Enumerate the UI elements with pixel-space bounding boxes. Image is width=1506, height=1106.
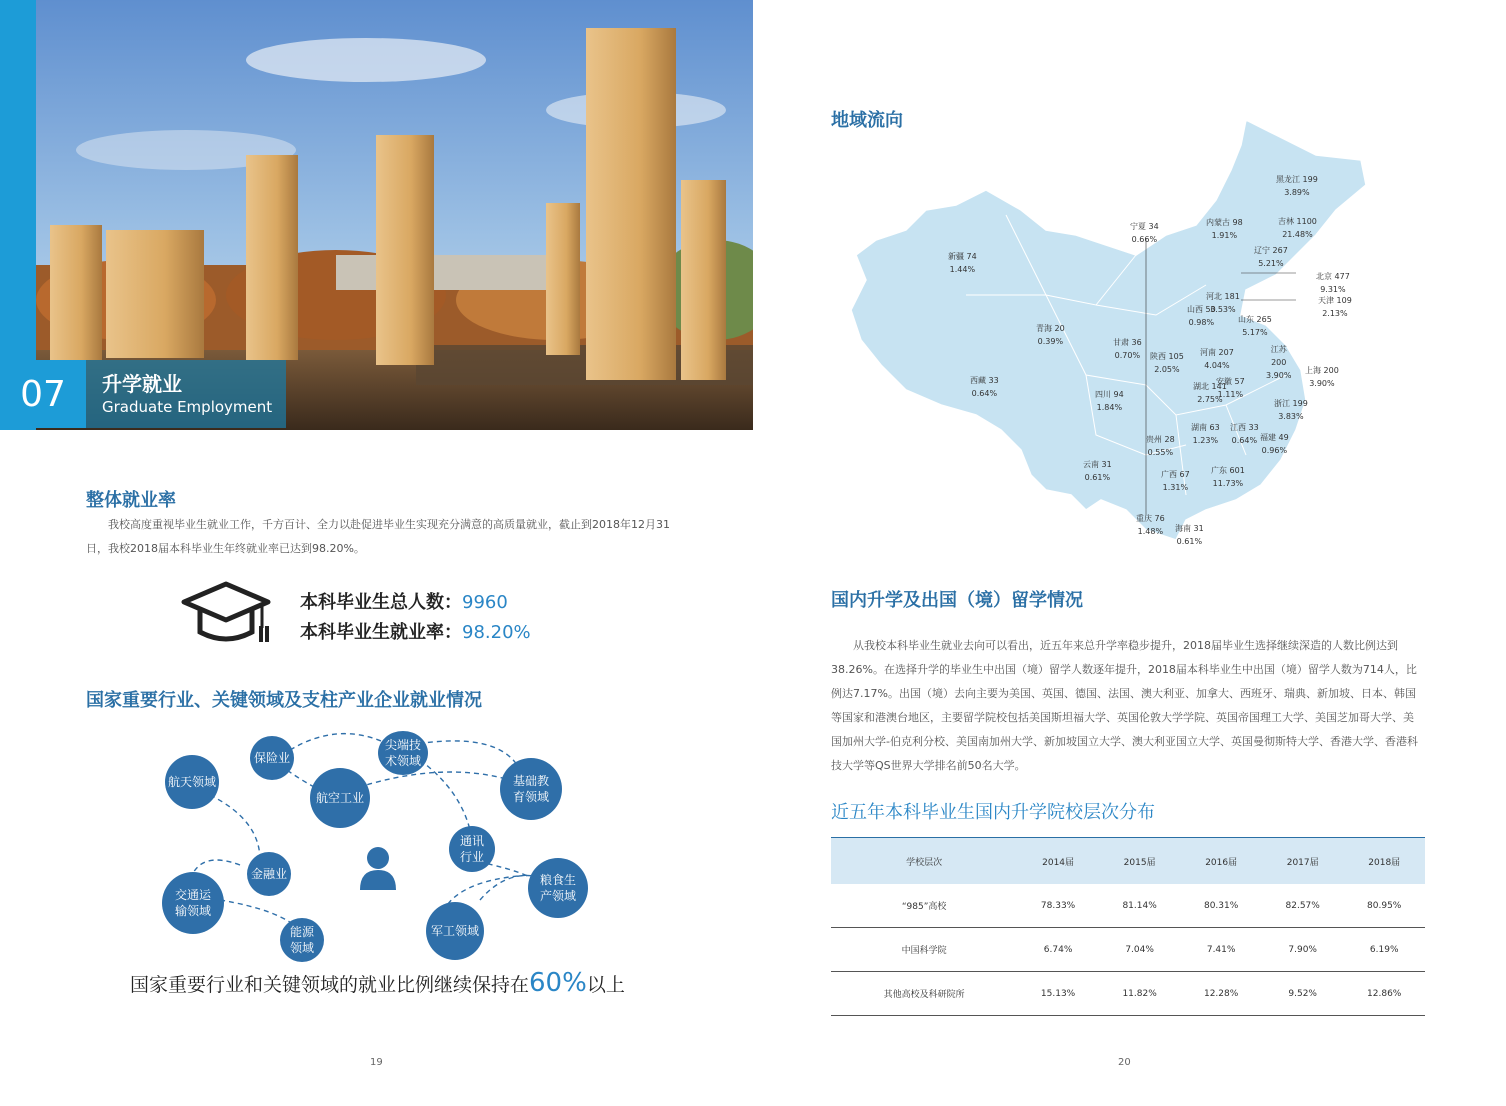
industry-bubble-grain: 粮食生产领域 (528, 858, 588, 918)
table-cell: 其他高校及科研院所 (831, 972, 1017, 1016)
total-graduates-label: 本科毕业生总人数： (300, 592, 462, 613)
chapter-title-box (86, 360, 286, 428)
employment-rate-label: 本科毕业生就业率： (300, 622, 462, 643)
table-cell: 81.14% (1099, 884, 1181, 928)
table-cell: 9.52% (1262, 972, 1344, 1016)
table-cell: 80.31% (1180, 884, 1262, 928)
industry-bubble-hightech: 尖端技术领域 (378, 731, 428, 775)
overall-title: 整体就业率 (86, 490, 176, 511)
table-cell: 中国科学院 (831, 928, 1017, 972)
table-header-row (831, 838, 1425, 885)
province-label: 内蒙古 98 1.91% (1206, 218, 1243, 240)
table-cell: 7.90% (1262, 928, 1344, 972)
table-cell: 7.41% (1180, 928, 1262, 972)
table-header-cell: 2018届 (1343, 838, 1425, 885)
table-header-cell: 2016届 (1180, 838, 1262, 885)
province-label: 江西 33 0.64% (1230, 423, 1259, 445)
industry-summary-prefix: 国家重要行业和关键领域的就业比例继续保持在 (130, 974, 530, 996)
industry-bubble-aviation: 航空工业 (310, 768, 370, 828)
table-cell: 82.57% (1262, 884, 1344, 928)
study-body: 从我校本科毕业生就业去向可以看出，近五年来总升学率稳步提升，2018届毕业生选择继续深造的人数比例达到38.26%。在选择升学的毕业生中出国（境）留学人数逐年提升，2018届本科毕业生中出国（境）留学人数为714人，比例达7.17%。出国（境）去向主要为美国、英国、德国、法国、澳大利亚、加拿大、西班牙、瑞典、新加坡、日本、韩国等国家和港澳台地区，主要留学院校包括美国斯坦福大学、英国伦敦大学学院、英国帝国理工大学、美国芝加哥大学、美国加州大学-伯克利分校、美国南加州大学、新加坡国立大学、澳大利亚国立大学、英国曼彻斯特大学、香港大学、香港科技大学等QS世界大学排名前50名大学。 (831, 639, 1418, 772)
province-label: 广西 67 1.31% (1161, 470, 1190, 492)
table-row (831, 884, 1425, 928)
province-label: 陕西 105 2.05% (1150, 352, 1184, 374)
province-label: 福建 49 0.96% (1260, 433, 1289, 455)
province-label: 甘肃 36 0.70% (1113, 338, 1142, 360)
province-label: 天津 109 2.13% (1318, 296, 1352, 318)
table-title: 近五年本科毕业生国内升学院校层次分布 (831, 802, 1155, 823)
province-label: 辽宁 267 5.21% (1254, 246, 1288, 268)
table-header-cell: 2017届 (1262, 838, 1344, 885)
province-label: 宁夏 34 0.66% (1130, 222, 1159, 244)
chapter-title-en: Graduate Employment (102, 398, 273, 416)
province-label: 湖南 63 1.23% (1191, 423, 1220, 445)
industry-bubble-transport: 交通运输领域 (162, 872, 224, 934)
person-icon (358, 846, 398, 890)
table-cell: “985”高校 (831, 884, 1017, 928)
table-cell: 80.95% (1343, 884, 1425, 928)
table-header-cell: 学校层次 (831, 838, 1017, 885)
university-level-table (831, 837, 1425, 1016)
graduation-cap-icon (180, 580, 272, 646)
table-cell: 6.19% (1343, 928, 1425, 972)
industry-summary-suffix: 以上 (586, 974, 625, 996)
province-label: 重庆 76 1.48% (1136, 514, 1165, 536)
province-label: 广东 601 11.73% (1211, 466, 1245, 488)
province-label: 贵州 28 0.55% (1146, 435, 1175, 457)
province-label: 海南 31 0.61% (1175, 524, 1204, 546)
industry-bubble-aerospace: 航天领域 (165, 755, 219, 809)
table-header-cell: 2015届 (1099, 838, 1181, 885)
province-label: 吉林 1100 21.48% (1278, 217, 1317, 239)
province-label: 山西 50 0.98% (1187, 305, 1216, 327)
table-row (831, 972, 1425, 1016)
province-label: 新疆 74 1.44% (948, 252, 977, 274)
province-label: 安徽 57 1.11% (1216, 377, 1245, 399)
industry-bubble-insurance: 保险业 (250, 736, 294, 780)
industry-bubble-military: 军工领域 (426, 902, 484, 960)
province-label: 云南 31 0.61% (1083, 460, 1112, 482)
table-header-cell: 2014届 (1017, 838, 1099, 885)
industry-bubble-telecom: 通讯行业 (449, 826, 495, 872)
table-cell: 7.04% (1099, 928, 1181, 972)
study-title: 国内升学及出国（境）留学情况 (831, 590, 1083, 611)
province-label: 山东 265 5.17% (1238, 315, 1272, 337)
industry-bubble-education: 基础教育领域 (500, 758, 562, 820)
industry-title: 国家重要行业、关键领域及支柱产业企业就业情况 (86, 690, 482, 711)
employment-rate-value: 98.20% (462, 622, 531, 643)
page-number-left: 19 (370, 1057, 383, 1068)
table-cell: 78.33% (1017, 884, 1099, 928)
overall-body: 我校高度重视毕业生就业工作，千方百计、全力以赴促进毕业生实现充分满意的高质量就业，截止到2018年12月31日，我校2018届本科毕业生年终就业率已达到98.20%。 (86, 518, 670, 555)
chapter-title-zh: 升学就业 (102, 372, 182, 396)
region-title: 地域流向 (831, 110, 903, 131)
industry-summary-value: 60% (529, 968, 587, 998)
table-cell: 15.13% (1017, 972, 1099, 1016)
chapter-number: 07 (0, 360, 86, 428)
province-label: 湖北 141 2.75% (1193, 382, 1227, 404)
province-label: 北京 477 9.31% (1316, 272, 1350, 294)
page-number-right: 20 (1118, 1057, 1131, 1068)
province-label: 江苏 200 3.90% (1266, 345, 1292, 380)
province-label: 黑龙江 199 3.89% (1276, 175, 1318, 197)
industry-bubble-energy: 能源领域 (280, 918, 324, 962)
table-cell: 6.74% (1017, 928, 1099, 972)
table-cell: 12.28% (1180, 972, 1262, 1016)
province-label: 河南 207 4.04% (1200, 348, 1234, 370)
province-label: 上海 200 3.90% (1305, 366, 1339, 388)
province-label: 四川 94 1.84% (1095, 390, 1124, 412)
total-graduates-value: 9960 (462, 592, 508, 613)
table-row (831, 928, 1425, 972)
province-label: 西藏 33 0.64% (970, 376, 999, 398)
province-label: 青海 20 0.39% (1036, 324, 1065, 346)
province-label: 河北 181 3.53% (1206, 292, 1240, 314)
table-cell: 11.82% (1099, 972, 1181, 1016)
industry-summary (130, 968, 625, 998)
table-cell: 12.86% (1343, 972, 1425, 1016)
province-label: 浙江 199 3.83% (1274, 399, 1308, 421)
industry-bubble-finance: 金融业 (247, 852, 291, 896)
